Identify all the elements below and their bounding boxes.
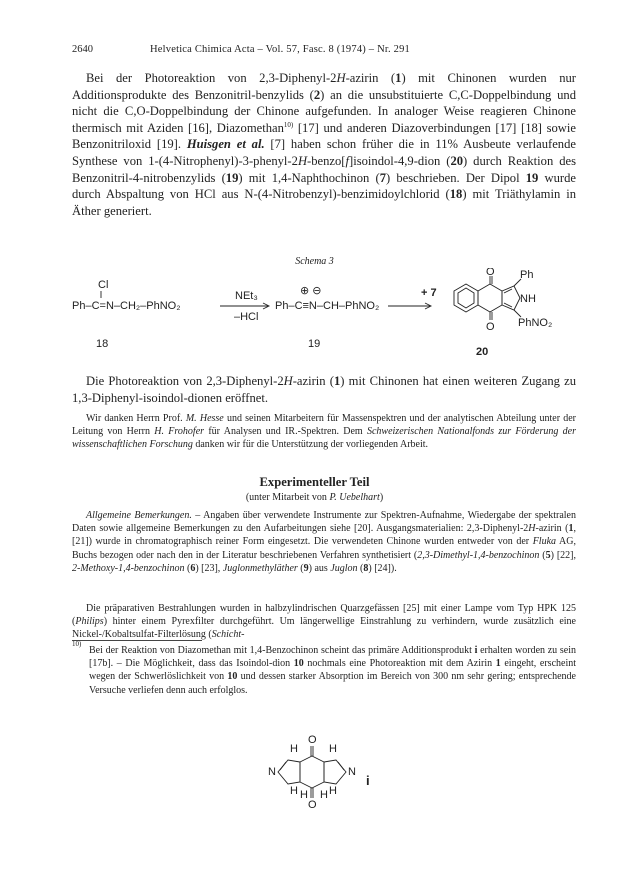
author-citation: Huisgen et al. [186, 137, 265, 152]
structure-i-h3: H [290, 785, 298, 797]
chlorine-label: Cl [98, 279, 109, 291]
reagent-base: NEt₃ [235, 290, 258, 302]
structure-i [266, 732, 358, 824]
conclusion-paragraph: Die Photoreaktion von 2,3-Diphenyl-2H-azirin (1) mit Chinonen hat einen weiteren Zugang zu 1,3-Diphenyl-isoindol-dionen eröffnet. [72, 374, 576, 405]
footnote-marker: 10) [283, 120, 294, 129]
page-number: 2640 [72, 44, 93, 55]
journal-title: Helvetica Chimica Acta – Vol. 57, Fasc. 8 (1974) – Nr. 291 [150, 44, 410, 55]
compound-18-label: 18 [96, 338, 109, 350]
footnote-10: 10) Bei der Reaktion von Diazomethan mit 1,4-Benzochinon scheint das primäre Additionsprodukt i erhalten worden zu sein [17b]. – Die Möglichkeit, dass das Isoindol-dion 10 nochmals eine Photoreaktion mit dem Azirin 1 eingeht, erscheint wegen der Schwerlöslichkeit von 10 und dessen starker Absorption im Bereich von 300 nm sehr gering; entsprechende Versuche verliefen denn auch erfolglos. [72, 640, 576, 696]
nh-group: NH [520, 293, 536, 305]
structure-i-n-right: N [348, 766, 356, 778]
reagent-elimination: –HCl [234, 311, 259, 323]
structure-i-h1: H [290, 743, 298, 755]
isoindoledione-structure-20 [454, 276, 521, 320]
section-heading: Experimenteller Teil [259, 475, 370, 489]
compound-19-label: 19 [308, 338, 321, 350]
phenyl-substituent: Ph [520, 269, 534, 281]
structure-i-h5: H [320, 789, 328, 801]
footnote-divider [72, 640, 202, 641]
nitrophenyl-substituent: PhNO₂ [518, 317, 552, 329]
run-in-heading: Allgemeine Bemerkungen. [86, 510, 192, 521]
dipole-charges: ⊕ ⊖ [300, 285, 322, 297]
general-remarks-paragraph: Allgemeine Bemerkungen. – Angaben über verwendete Instrumente zur Spektren-Aufnahme, Wiedergabe der spektralen Daten sowie allgemeine Bemerkungen zu den Aufarbeitungen siehe [20]. Ausgangsmaterialien: 2,3-Diphenyl-2H-azirin (1, [21]) wurde in chromatographisch reiner Form eingesetzt. Die verwendeten Chinone wurden entweder von der Fluka AG, Buchs bezogen oder nach den in der Literatur beschriebenen Verfahren synthetisiert (2,3-Dimethyl-1,4-benzochinon (5) [22], 2-Methoxy-1,4-benzochinon (6) [23], Juglonmethyläther (9) aus Juglon (8) [24]). [72, 510, 576, 574]
compound-20-label: 20 [476, 346, 489, 358]
structure-i-label: i [366, 773, 370, 788]
structure-i-oxygen-top: O [308, 734, 317, 746]
scheme-caption: Schema 3 [295, 256, 334, 267]
nitrile-ylide-formula: Ph–C≡N–CH–PhNO₂ [275, 300, 380, 312]
section-collaborator: (unter Mitarbeit von P. Uebelhart) [245, 492, 384, 503]
structure-i-h4: H [300, 789, 308, 801]
structure-i-h6: H [329, 785, 337, 797]
reactant-7: + 7 [421, 287, 437, 299]
intro-paragraph: Bei der Photoreaktion von 2,3-Diphenyl-2H-azirin (1) mit Chinonen wurden nur Additionsprodukte des Benzonitril-benzylids (2) an die unsubstituierte C,C-Doppelbindung und nicht die C,O-Doppelbindung der Chinone aufgefunden. In analoger Weise reagieren Chinone thermisch mit Aziden [16], Diazomethan$^{10)}$ [17] und anderen Diazoverbindungen [17] [18] sowie Benzonitriloxid [19]. Huisgen et al. [7] haben schon früher die in 11% Ausbeute verlaufende Synthese von 1-(4-Nitrophenyl)-3-phenyl-2H-benzo[f]isoindol-4,9-dion (20) durch Reaktion des Benzonitril-4-nitrobenzylids (19) mit 1,4-Naphthochinon (7) beschrieben. Der Dipol 19 wurde durch Abspaltung von HCl aus N-(4-Nitrobenzyl)-benzimidoylchlorid (18) mit Triäthylamin in Äther generiert. [72, 71, 577, 218]
structure-i-n-left: N [268, 766, 276, 778]
acknowledgement-paragraph: Wir danken Herrn Prof. M. Hesse und seinen Mitarbeitern für Massenspektren und der analytischen Abteilung unter der Leitung von Herrn H. Frohofer für Analysen und IR.-Spektren. Dem Schweizerischen Nationalfonds zur Förderung der wissenschaftlichen Forschung danken wir für die Unterstützung der vorliegenden Arbeit. [72, 413, 576, 451]
carbonyl-oxygen-bottom: O [486, 321, 495, 333]
structure-i-h2: H [329, 743, 337, 755]
imidoyl-chloride-formula: Ph–C=N–CH₂–PhNO₂ [72, 300, 181, 312]
carbonyl-oxygen-top: O [486, 268, 495, 278]
structure-i-oxygen-bottom: O [308, 799, 317, 811]
reaction-scheme [72, 268, 552, 364]
irradiation-paragraph: Die präparativen Bestrahlungen wurden in halbzylindrischen Quarzgefässen [25] mit einer Lampe vom Typ HPK 125 (Philips) hinter einem Pyrexfilter durchgeführt. Um längerwellige Einstrahlung zu verhindern, wurde zusätzlich eine Nickel-/Kobaltsulfat-Filterlösung (Schicht- [72, 603, 576, 641]
